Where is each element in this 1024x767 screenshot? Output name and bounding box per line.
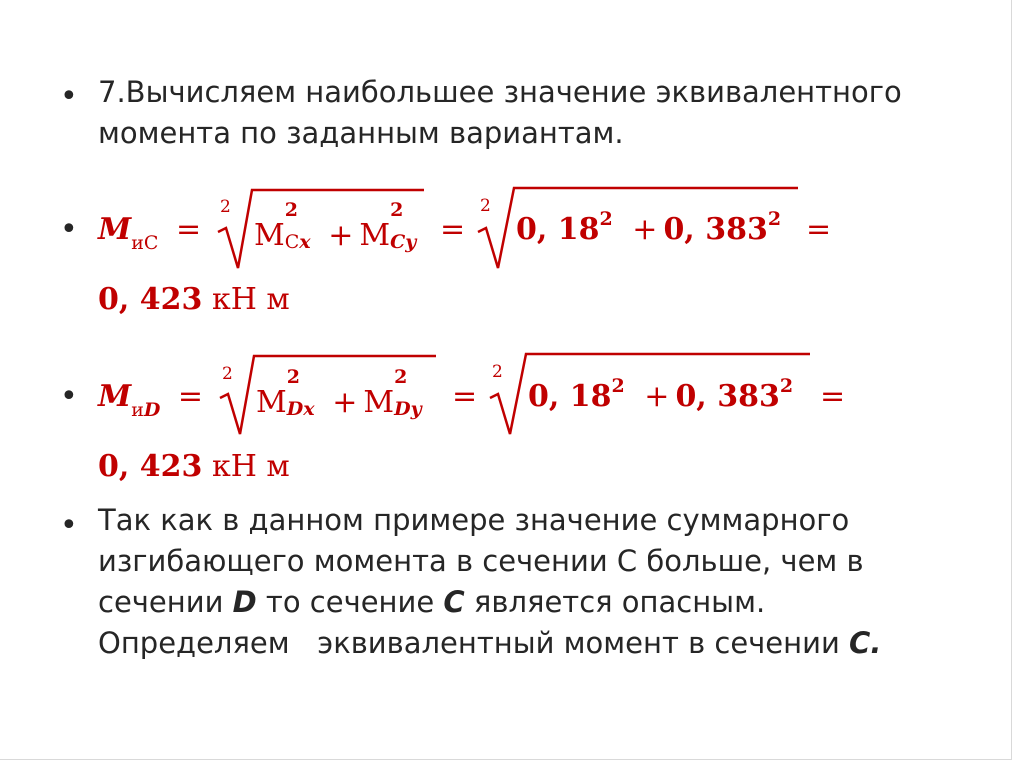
eq1-radicand-1	[254, 199, 417, 253]
equation-d-line-1	[98, 379, 204, 421]
paragraph-2-line-1: Так как в данном примере значение суммарного	[98, 503, 850, 537]
eq1-radicand-2	[516, 208, 782, 247]
eq2-number-1-exp: 2	[611, 375, 625, 397]
p2-l3-e: является опасным.	[464, 585, 766, 619]
eq2-term1-subsub: x	[303, 398, 315, 420]
bullet-2: •	[60, 212, 78, 247]
eq2-term1-sub	[287, 400, 315, 419]
eq1-term1-exp: 2	[284, 199, 298, 221]
eq2-radicand-1	[256, 366, 422, 420]
eq1-equals-3: =	[806, 212, 832, 247]
paragraph-2-line-2: изгибающего момента в сечении С больше, чем в	[98, 544, 864, 578]
eq2-number-2-exp: 2	[779, 375, 794, 397]
p2-l3-a: сечении	[98, 585, 233, 619]
eq2-result-unit: кН м	[211, 449, 290, 484]
eq2-term2-subsub: y	[410, 398, 422, 420]
eq2-equals-2: =	[452, 379, 478, 414]
equation-d-result	[98, 449, 290, 484]
p2-l3-c: то сечение	[256, 585, 444, 619]
eq2-term2-exp: 2	[394, 366, 408, 388]
eq1-term1-sub-point: С	[284, 231, 300, 253]
eq2-sub-letter: и	[131, 399, 144, 421]
eq1-plus-1: +	[328, 218, 354, 253]
bullet-3: •	[60, 379, 78, 414]
eq1-term2-sub-point: C	[390, 231, 406, 253]
paragraph-1-line-1: 7.Вычисляем наибольшее значение эквивалентного	[98, 75, 902, 109]
eq2-term2-sub	[394, 400, 422, 419]
p2-l4-section-c: С.	[849, 626, 882, 660]
eq1-result-value: 0, 423	[98, 282, 203, 317]
eq1-sub-letter: и	[131, 232, 144, 254]
eq2-equals-1: =	[177, 379, 204, 414]
eq1-plus-2: +	[632, 212, 658, 247]
eq1-term1-subsub: x	[299, 231, 311, 253]
eq1-number-1: 0, 18	[516, 212, 600, 247]
eq2-number-2: 0, 383	[675, 379, 780, 414]
eq1-root-index-2: 2	[480, 196, 491, 216]
bullet-1: •	[60, 79, 78, 114]
eq2-term1-exp: 2	[286, 366, 300, 388]
eq1-term2-base: М	[359, 218, 391, 253]
eq1-number-1-exp: 2	[599, 208, 613, 230]
eq1-sub-point: С	[143, 232, 159, 254]
p2-l3-section-d: D	[232, 585, 257, 619]
equation-c-result	[98, 282, 290, 317]
eq1-moment-symbol: M	[98, 212, 132, 247]
eq1-term2-exp: 2	[390, 199, 404, 221]
eq2-term2-sub-point: D	[394, 398, 411, 420]
eq2-term2-base: М	[363, 385, 395, 420]
eq1-term2-subsub: y	[405, 231, 417, 253]
eq1-number-2: 0, 383	[663, 212, 768, 247]
paragraph-2	[98, 500, 881, 664]
eq1-term1-base: М	[254, 218, 285, 253]
eq2-radicand-2	[528, 375, 794, 414]
eq1-equals-2: =	[440, 212, 466, 247]
eq1-root-index-1: 2	[220, 197, 231, 217]
paragraph-2-line-3	[98, 582, 881, 623]
eq1-term2-sub	[390, 233, 416, 252]
paragraph-1-line-2: момента по заданным вариантам.	[98, 116, 624, 150]
eq2-term1-base: М	[256, 385, 287, 420]
eq2-result-value: 0, 423	[98, 449, 203, 484]
eq2-root-index-1: 2	[222, 364, 233, 384]
eq2-moment-subscript	[131, 399, 160, 421]
bullet-4: •	[60, 508, 78, 543]
eq2-plus-1: +	[332, 385, 358, 420]
eq2-plus-2: +	[644, 379, 670, 414]
eq2-number-1: 0, 18	[528, 379, 612, 414]
eq2-moment-symbol: M	[98, 379, 132, 414]
paragraph-1	[98, 72, 902, 154]
p2-l3-section-c: С	[443, 585, 465, 619]
equation-c-line-1	[98, 212, 202, 254]
eq1-equals-1: =	[175, 212, 202, 247]
eq1-term1-sub	[285, 233, 311, 252]
eq2-sub-point: D	[143, 399, 161, 421]
eq2-term1-sub-point: D	[286, 398, 304, 420]
eq2-equals-3: =	[820, 379, 846, 414]
eq2-root-index-2: 2	[492, 362, 503, 382]
p2-l4-a: Определяем эквивалентный момент в сечении	[98, 626, 850, 660]
eq1-number-2-exp: 2	[767, 208, 782, 230]
paragraph-2-line-4	[98, 623, 881, 664]
eq1-moment-subscript	[131, 232, 158, 254]
eq1-result-unit: кН м	[211, 282, 290, 317]
